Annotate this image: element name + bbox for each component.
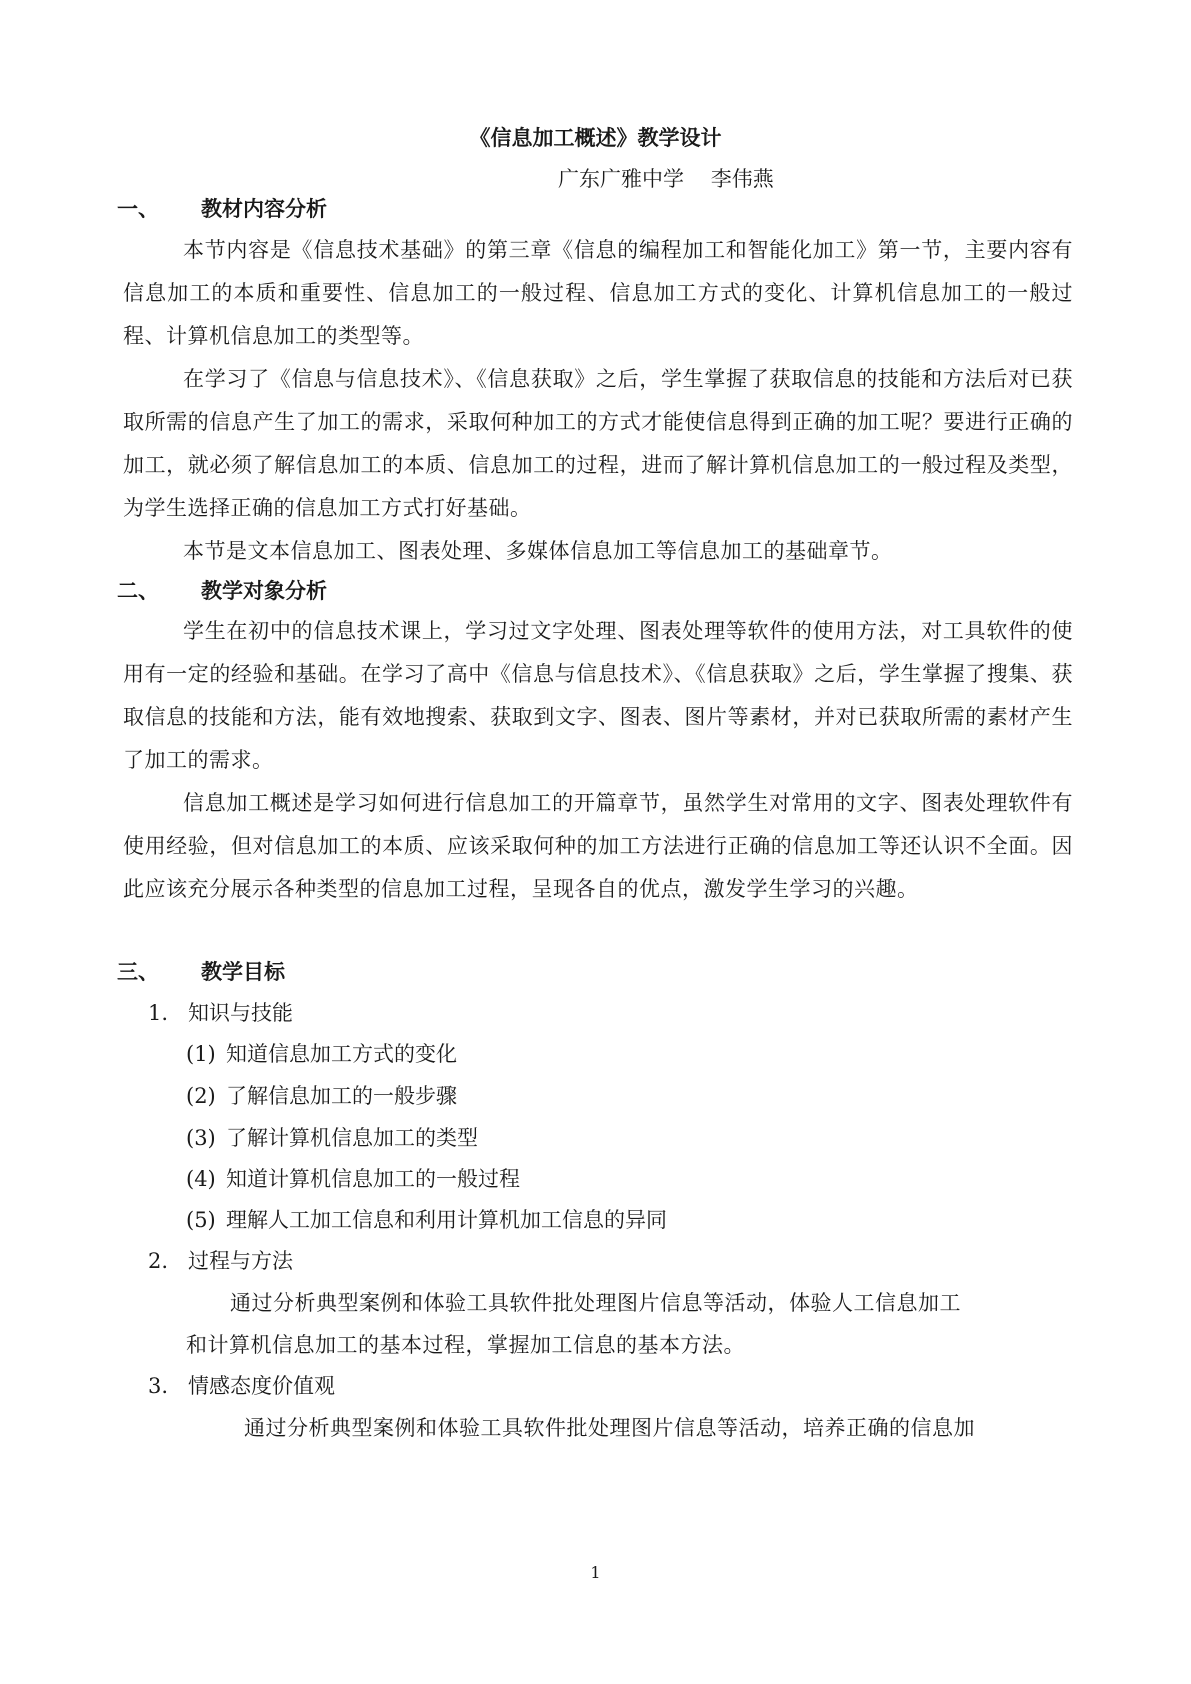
goal-label: 知识与技能 [188,1001,293,1025]
sub-item-number: (5) [186,1208,216,1232]
section-title: 教材内容分析 [201,196,327,221]
section-title: 教学目标 [201,959,285,984]
section-heading-1 [117,194,327,224]
paragraph: 本节是文本信息加工、图表处理、多媒体信息加工等信息加工的基础章节。 [183,539,893,563]
section-heading-3 [117,957,285,987]
goal-item [148,998,293,1028]
paragraph: 信息加工概述是学习如何进行信息加工的开篇章节，虽然学生对常用的文字、图表处理软件有使用经验，但对信息加工的本质、应该采取何种的加工方法进行正确的信息加工等还认识不全面。因此应该充分展示各种类型的信息加工过程，呈现各自的优点，激发学生学习的兴趣。 [123,791,1073,901]
goal-label: 情感态度价值观 [188,1374,335,1398]
document-title: 《信息加工概述》教学设计 [469,125,722,150]
goal-text-line: 通过分析典型案例和体验工具软件批处理图片信息等活动，体验人工信息加工 [230,1291,961,1315]
goal-text-line: 和计算机信息加工的基本过程，掌握加工信息的基本方法。 [186,1333,745,1357]
goal-number: 3. [148,1374,169,1398]
goal-number: 1. [148,1001,169,1025]
sub-item [186,1164,520,1194]
paragraph: 在学习了《信息与信息技术》、《信息获取》之后，学生掌握了获取信息的技能和方法后对已获取所需的信息产生了加工的需求，采取何种加工的方式才能使信息得到正确的加工呢？要进行正确的加工，就必须了解信息加工的本质、信息加工的过程，进而了解计算机信息加工的一般过程及类型，为学生选择正确的信息加工方式打好基础。 [123,367,1073,520]
section-number: 三、 [117,959,159,984]
sub-item-text: 知道计算机信息加工的一般过程 [226,1167,520,1191]
goal-number: 2. [148,1249,169,1273]
section-number: 一、 [117,196,159,221]
goal-item [148,1371,335,1401]
sub-item-number: (2) [186,1084,216,1108]
author-byline: 广东广雅中学 李伟燕 [558,167,774,191]
sub-item-number: (3) [186,1126,216,1150]
section-number: 二、 [117,578,159,603]
sub-item [186,1205,667,1235]
goal-label: 过程与方法 [188,1249,293,1273]
page-number: 1 [590,1563,601,1582]
sub-item-text: 知道信息加工方式的变化 [226,1042,457,1066]
sub-item [186,1081,457,1111]
sub-item [186,1039,457,1069]
section-title: 教学对象分析 [201,578,327,603]
sub-item-text: 理解人工加工信息和利用计算机加工信息的异同 [226,1208,667,1232]
sub-item-text: 了解信息加工的一般步骤 [226,1084,457,1108]
section-heading-2 [117,576,327,606]
paragraph: 学生在初中的信息技术课上，学习过文字处理、图表处理等软件的使用方法，对工具软件的使用有一定的经验和基础。在学习了高中《信息与信息技术》、《信息获取》之后，学生掌握了搜集、获取信息的技能和方法，能有效地搜索、获取到文字、图表、图片等素材，并对已获取所需的素材产生了加工的需求。 [123,619,1073,772]
sub-item [186,1123,478,1153]
goal-text-line: 通过分析典型案例和体验工具软件批处理图片信息等活动，培养正确的信息加 [244,1416,975,1440]
sub-item-text: 了解计算机信息加工的类型 [226,1126,478,1150]
sub-item-number: (4) [186,1167,216,1191]
goal-item [148,1246,293,1276]
paragraph: 本节内容是《信息技术基础》的第三章《信息的编程加工和智能化加工》第一节，主要内容有信息加工的本质和重要性、信息加工的一般过程、信息加工方式的变化、计算机信息加工的一般过程、计算机信息加工的类型等。 [123,238,1073,348]
sub-item-number: (1) [186,1042,216,1066]
